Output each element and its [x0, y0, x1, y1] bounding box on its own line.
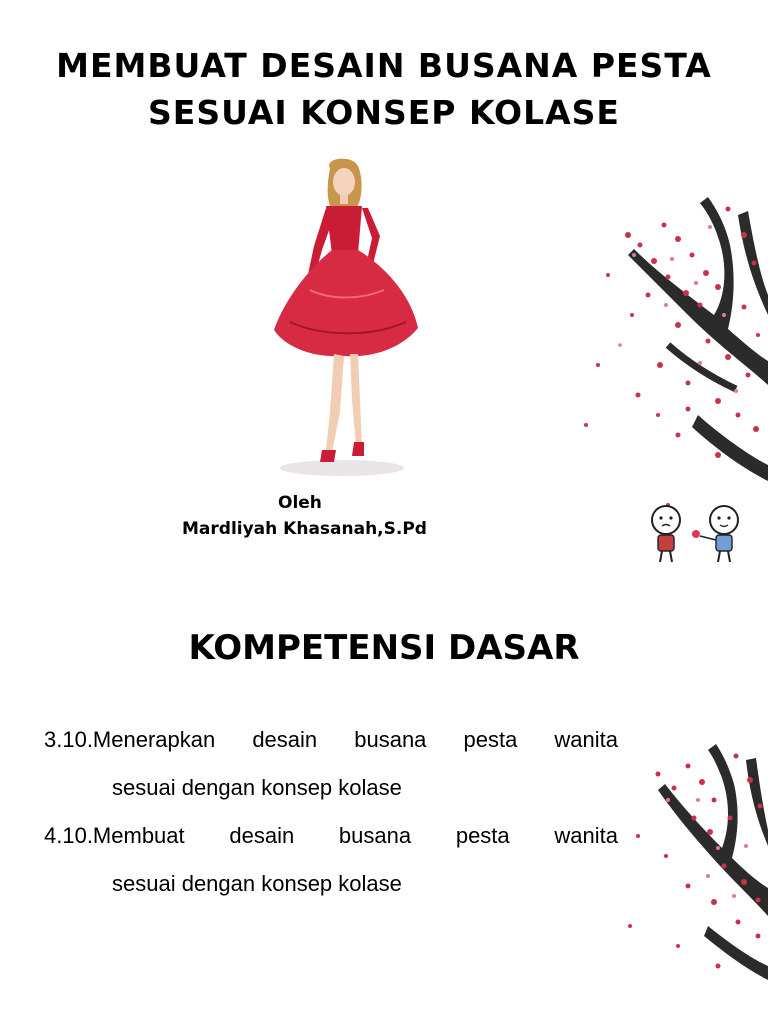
cartoon-couple-icon: [636, 504, 754, 566]
competency-slide: [0, 576, 768, 1024]
title-line-1: MEMBUAT DESAIN BUSANA PESTA: [56, 46, 712, 85]
word: pesta: [463, 727, 518, 752]
word: desain: [252, 727, 318, 752]
word: desain: [229, 823, 295, 848]
competency-list: [44, 716, 618, 908]
author-name: Mardliyah Khasanah,S.Pd: [182, 519, 427, 539]
competency-line: [44, 812, 618, 860]
word: pesta: [455, 823, 510, 848]
blossom-tree-icon: [618, 726, 768, 1024]
list-item: [44, 812, 618, 908]
word: busana: [338, 823, 412, 848]
competency-line: [44, 716, 618, 764]
fashion-illustration-icon: [260, 150, 425, 480]
word: busana: [354, 727, 427, 752]
author-block: [182, 490, 427, 542]
slide-title: [20, 42, 748, 136]
author-label: Oleh: [278, 493, 322, 513]
word: wanita: [554, 823, 618, 848]
word: 4.10.Membuat: [44, 823, 185, 848]
title-line-2: SESUAI KONSEP KOLASE: [148, 93, 620, 132]
word: 3.10.Menerapkan: [44, 727, 216, 752]
competency-heading: KOMPETENSI DASAR: [188, 628, 580, 668]
list-item: [44, 716, 618, 812]
competency-continuation: sesuai dengan konsep kolase: [112, 871, 402, 896]
word: wanita: [554, 727, 618, 752]
competency-continuation: sesuai dengan konsep kolase: [112, 775, 402, 800]
